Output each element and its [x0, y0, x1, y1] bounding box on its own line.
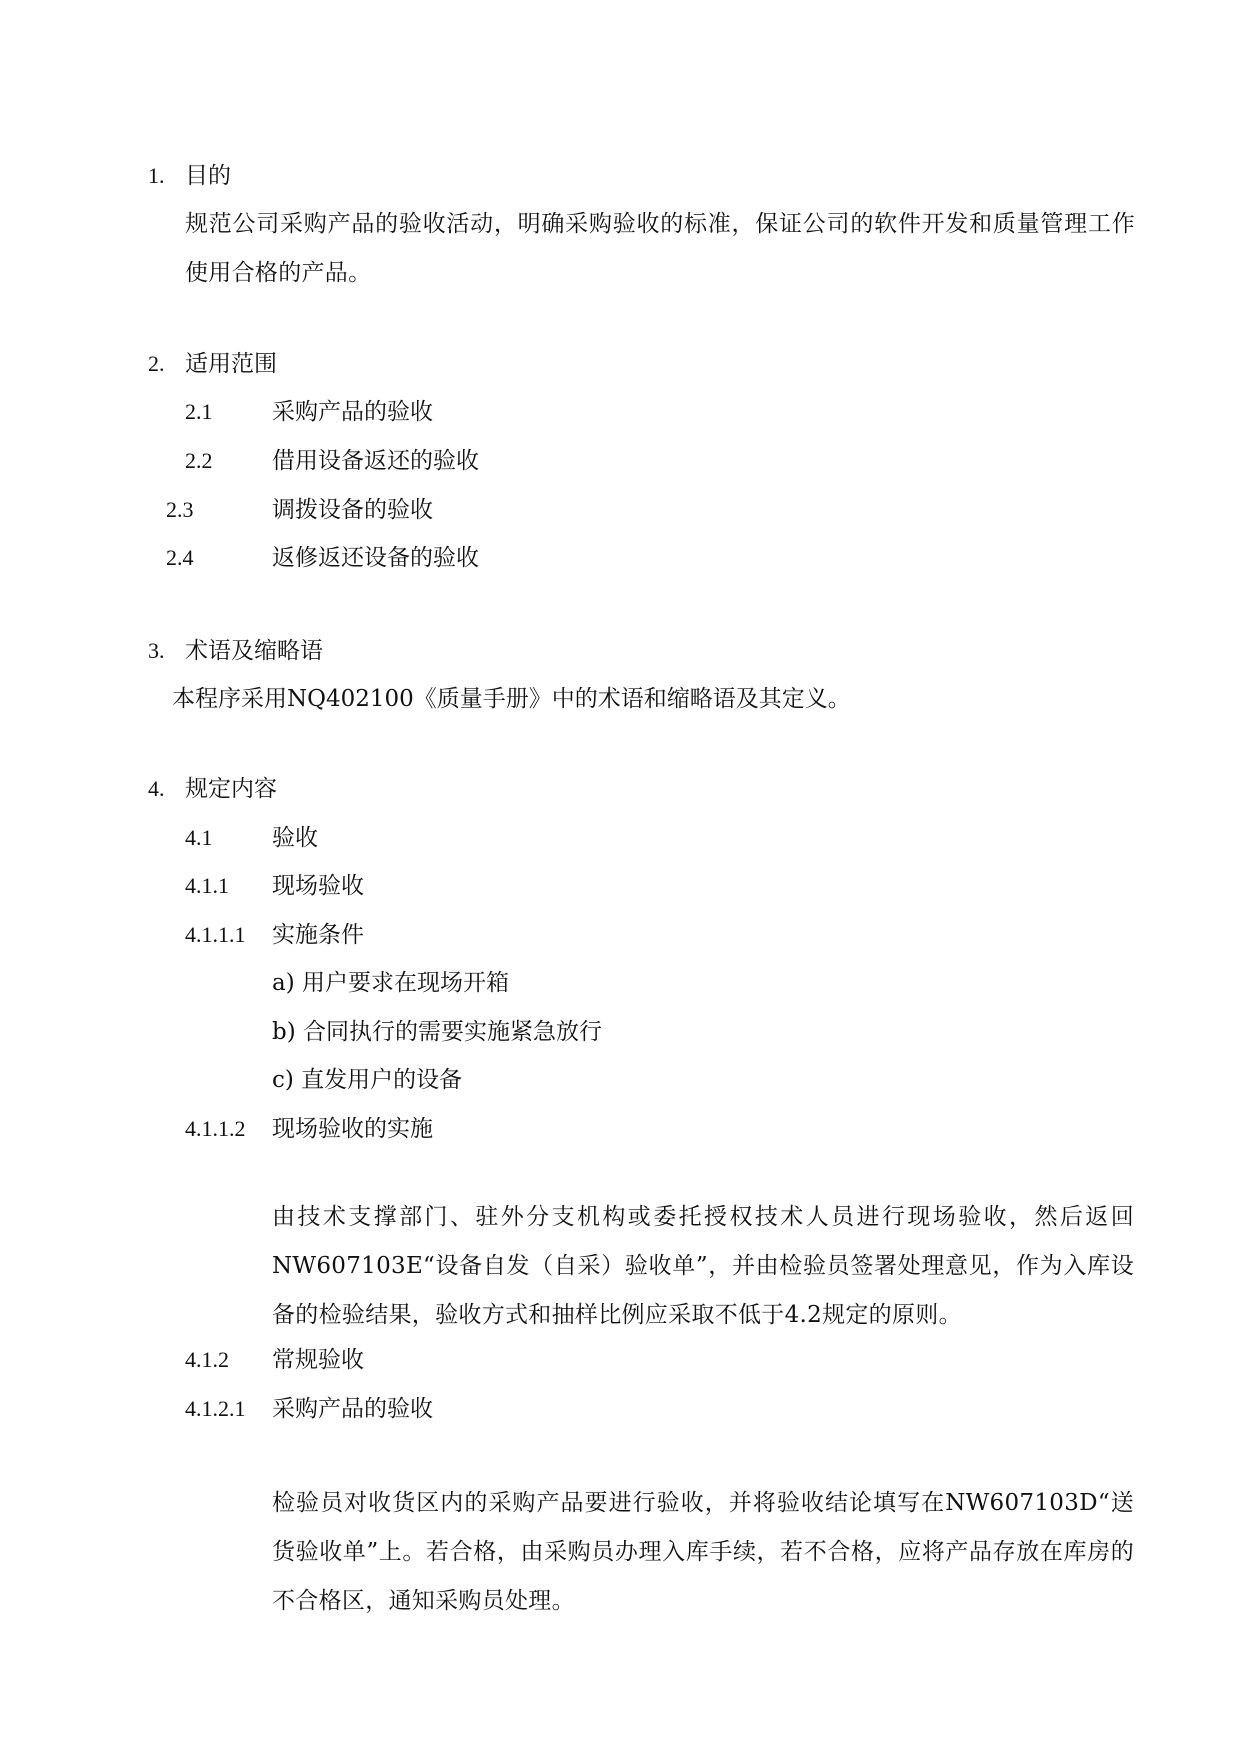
- condition-item: a) 用户要求在现场开箱: [272, 970, 509, 996]
- list-item: 返修返还设备的验收: [272, 545, 479, 571]
- list-item-number: 2.1: [185, 399, 213, 424]
- list-item-number: 2.4: [166, 545, 194, 570]
- subsection-title: 现场验收的实施: [272, 1116, 433, 1142]
- subsection-number: 4.1.2.1: [185, 1396, 246, 1421]
- section-title: 术语及缩略语: [185, 638, 323, 664]
- section-number: 3.: [148, 638, 165, 663]
- subsection-title: 验收: [272, 825, 318, 851]
- list-item: 调拨设备的验收: [272, 497, 433, 523]
- list-item-number: 2.3: [166, 497, 194, 522]
- section-body: 本程序采用NQ402100《质量手册》中的术语和缩略语及其定义。: [172, 686, 851, 712]
- list-item: 采购产品的验收: [272, 399, 433, 425]
- subsection-title: 常规验收: [272, 1347, 364, 1373]
- section-number: 4.: [148, 776, 165, 801]
- section-title: 规定内容: [185, 776, 277, 802]
- condition-item: c) 直发用户的设备: [272, 1067, 463, 1093]
- paragraph: 检验员对收货区内的采购产品要进行验收，并将验收结论填写在NW607103D“送货验收单”上。若合格，由采购员办理入库手续，若不合格，应将产品存放在库房的不合格区，通知采购员处理。: [272, 1490, 1134, 1614]
- subsection-title: 现场验收: [272, 873, 364, 899]
- subsection-title: 采购产品的验收: [272, 1396, 433, 1422]
- subsection-title: 实施条件: [272, 922, 364, 948]
- condition-item: b) 合同执行的需要实施紧急放行: [272, 1019, 603, 1045]
- subsection-number: 4.1.1: [185, 873, 229, 898]
- subsection-number: 4.1.2: [185, 1347, 229, 1372]
- section-title: 目的: [185, 163, 231, 189]
- section-number: 2.: [148, 351, 165, 376]
- paragraph: 由技术支撑部门、驻外分支机构或委托授权技术人员进行现场验收，然后返回NW607103E“设备自发（自采）验收单”，并由检验员签署处理意见，作为入库设备的检验结果，验收方式和抽样比例应采取不低于4.2规定的原则。: [272, 1204, 1134, 1328]
- subsection-number: 4.1.1.1: [185, 922, 246, 947]
- subsection-number: 4.1.1.2: [185, 1116, 246, 1141]
- section-body: 规范公司采购产品的验收活动，明确采购验收的标准，保证公司的软件开发和质量管理工作使用合格的产品。: [185, 211, 1135, 286]
- section-title: 适用范围: [185, 351, 277, 377]
- list-item-number: 2.2: [185, 448, 213, 473]
- list-item: 借用设备返还的验收: [272, 448, 479, 474]
- subsection-number: 4.1: [185, 825, 213, 850]
- section-number: 1.: [148, 163, 165, 188]
